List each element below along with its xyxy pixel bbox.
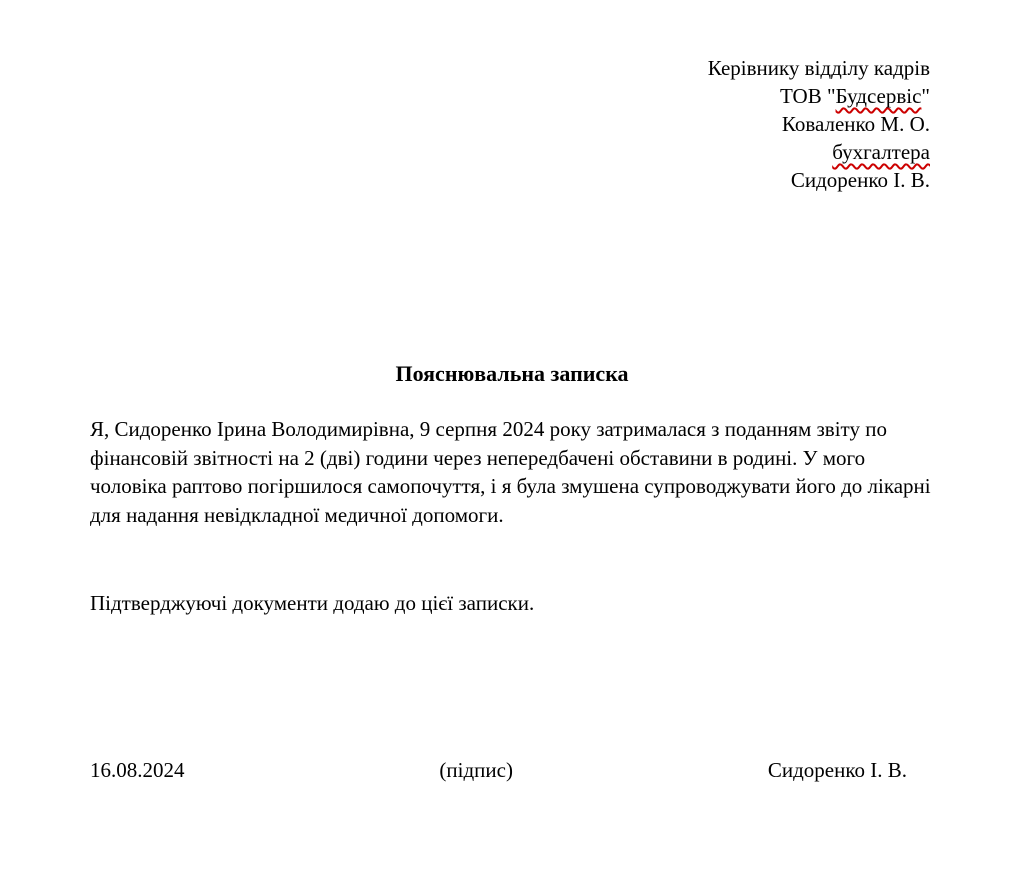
signature-placeholder: (підпис) xyxy=(439,758,513,782)
body-paragraph-explanation: Я, Сидоренко Ірина Володимирівна, 9 серпня 2024 року затрималася з поданням звіту по фінансовій звітності на 2 (дві) години через непередбачені обставини в родині. У мого чоловіка раптово погіршилося самопочуття, і я була змушена супроводжувати його до лікарні для надання невідкладної медичної допомоги. xyxy=(90,417,931,527)
body-paragraph-attachments: Підтверджуючі документи додаю до цієї записки. xyxy=(90,591,535,615)
document-title: Пояснювальна записка xyxy=(395,361,629,386)
signature-row xyxy=(90,756,907,784)
addressee-block xyxy=(708,54,930,194)
misspelled-word-position[interactable]: бухгалтера xyxy=(832,140,930,164)
company-suffix: " xyxy=(921,84,930,108)
misspelled-word-company[interactable]: Будсервіс xyxy=(835,84,922,108)
addressee-sender-position xyxy=(708,138,930,166)
addressee-recipient-title: Керівнику відділу кадрів xyxy=(707,56,930,80)
company-prefix: ТОВ " xyxy=(780,84,836,108)
addressee-company xyxy=(708,82,930,110)
signatory-name: Сидоренко І. В. xyxy=(767,758,907,782)
addressee-recipient-name: Коваленко М. О. xyxy=(781,112,930,136)
document-date: 16.08.2024 xyxy=(90,758,185,782)
addressee-sender-name: Сидоренко І. В. xyxy=(790,168,930,192)
